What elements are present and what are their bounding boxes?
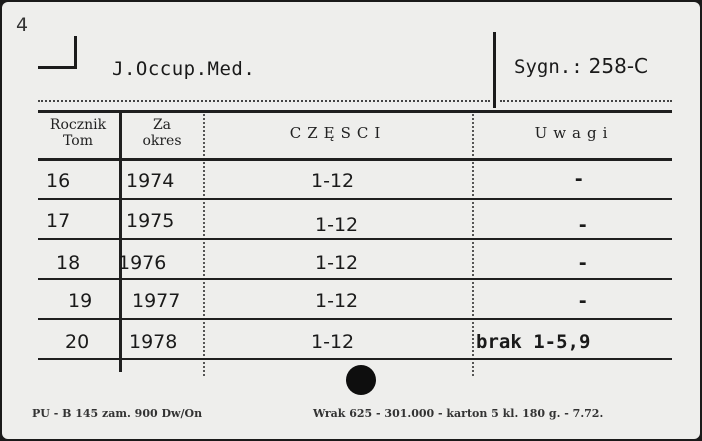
corner-mark: [38, 36, 77, 69]
cell-rocznik: 20: [65, 331, 90, 353]
header-uwagi: Uwagi: [534, 124, 614, 142]
cell-czesci: 1-12: [311, 170, 355, 192]
cell-uwagi: -: [573, 168, 585, 190]
journal-title: J.Occup.Med.: [112, 58, 256, 80]
cell-okres: 1975: [126, 210, 175, 232]
header-okres: [122, 117, 202, 149]
cell-uwagi: -: [577, 290, 589, 312]
header-czesci: CZĘSCI: [289, 124, 387, 142]
header-rocznik-line2: Tom: [63, 133, 93, 149]
header-rocznik-line1: Rocznik: [49, 117, 107, 133]
col-divider-rocznik: [119, 112, 122, 372]
cell-okres: 1976: [118, 252, 167, 274]
cell-okres: 1977: [132, 290, 181, 312]
cell-rocznik: 17: [46, 210, 71, 232]
row-separator: [38, 278, 672, 280]
cell-uwagi: -: [577, 252, 589, 274]
signature: [514, 54, 648, 78]
cell-czesci: 1-12: [315, 252, 359, 274]
header-bottom-border: [38, 158, 672, 161]
cell-czesci: 1-12: [311, 331, 355, 353]
cell-okres: 1978: [129, 331, 178, 353]
row-separator: [38, 358, 672, 360]
cell-uwagi: -: [577, 214, 589, 236]
cell-czesci: 1-12: [315, 290, 359, 312]
signature-value: 258-C: [588, 54, 648, 78]
header-okres-line1: Za: [152, 117, 172, 133]
row-separator: [38, 318, 672, 320]
cell-rocznik: 16: [46, 170, 71, 192]
catalog-card: [2, 2, 700, 439]
footer-left: PU - B 145 zam. 900 Dw/On: [32, 407, 203, 420]
col-divider-okres: [203, 114, 205, 376]
row-separator: [38, 198, 672, 200]
row-separator: [38, 238, 672, 240]
header-okres-line2: okres: [142, 133, 182, 149]
col-divider-czesci: [472, 114, 474, 376]
signature-label: Sygn.:: [514, 56, 583, 78]
cell-czesci: 1-12: [315, 214, 359, 236]
signature-divider: [493, 32, 496, 108]
cell-uwagi: brak 1-5,9: [476, 331, 591, 353]
cell-rocznik: 18: [56, 252, 81, 274]
signature-dotted-line: [500, 100, 672, 102]
cell-rocznik: 19: [68, 290, 93, 312]
footer-right: Wrak 625 - 301.000 - karton 5 kl. 180 g. - 7.72.: [313, 407, 604, 420]
table-top-border: [38, 110, 672, 113]
card-number: 4: [16, 14, 29, 36]
punch-hole: [346, 365, 376, 395]
title-dotted-line: [38, 100, 490, 102]
header-rocznik: [38, 117, 118, 149]
cell-okres: 1974: [126, 170, 175, 192]
